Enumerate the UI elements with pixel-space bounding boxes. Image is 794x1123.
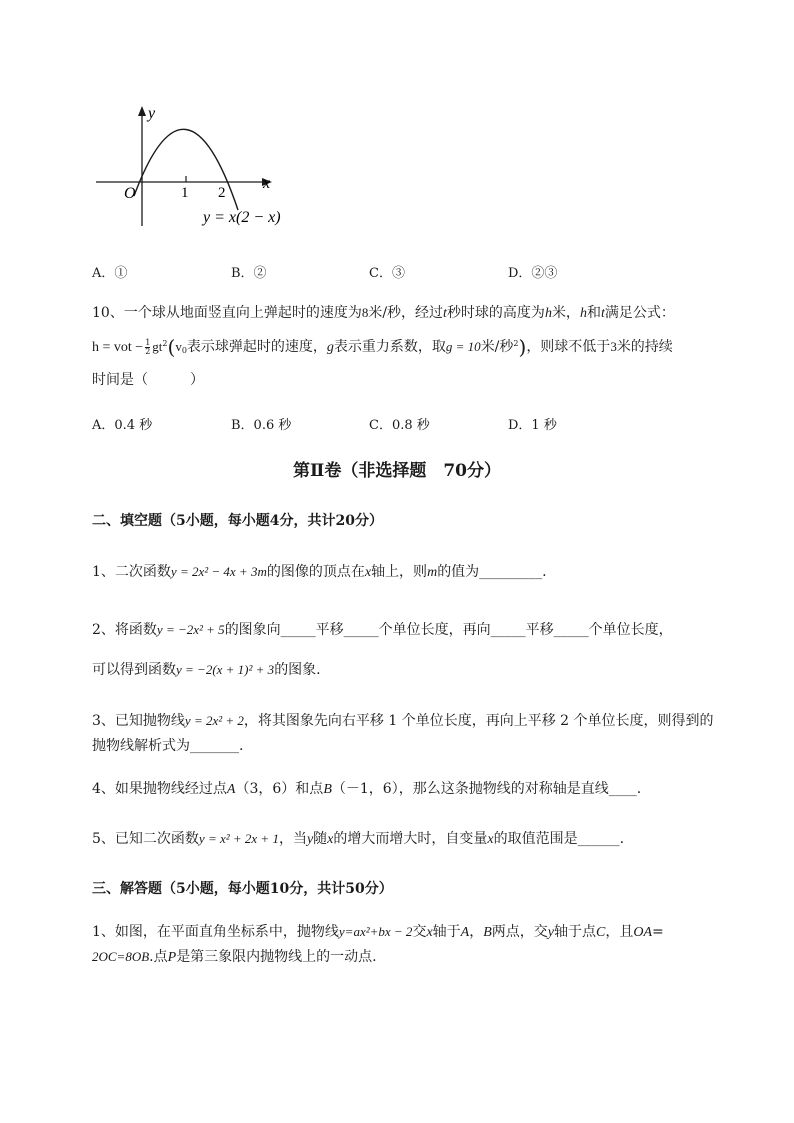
q9-option-b: B．② [231, 266, 267, 281]
fill-q5: 5、已知二次函数y = x² + 2x + 1，当y随x的增大而增大时，自变量x的取值范围是______. [92, 831, 625, 847]
fill-q2-line-2: 可以得到函数y = −2(x + 1)² + 3的图象. [92, 662, 321, 678]
x-axis-label: x [263, 175, 271, 192]
fill-q4: 4、如果抛物线经过点A（3，6）和点B（－1，6），那么这条抛物线的对称轴是直线____. [92, 781, 642, 797]
q10-option-a: A．0.4 秒 [92, 418, 153, 433]
q9-option-c: C．③ [369, 266, 405, 281]
answer-q1-line-2: 2OC=8OB.点P是第三象限内抛物线上的一动点. [92, 949, 377, 965]
q10-option-b: B．0.6 秒 [231, 418, 292, 433]
section-2-title: 第Ⅱ卷（非选择题 70分） [293, 461, 501, 481]
tick-1-label: 1 [181, 185, 189, 201]
q10-option-c: C．0.8 秒 [369, 418, 430, 433]
answer-section-header: 三、解答题（5小题，每小题10分，共计50分） [92, 881, 393, 897]
curve-equation: y = x(2 − x) [203, 209, 281, 226]
parabola-graph [90, 98, 300, 233]
fill-q1: 1、二次函数y = 2x² − 4x + 3m的图像的顶点在x轴上，则m的值为_________. [92, 564, 547, 580]
q9-option-d: D．②③ [508, 266, 558, 281]
y-axis-label: y [148, 105, 156, 122]
q10-option-d: D．1 秒 [508, 418, 557, 433]
q10-line-1: 10、一个球从地面竖直向上弹起时的速度为8米/秒，经过t秒时球的高度为h米，h和t满足公式： [92, 305, 675, 321]
fill-q3-line-2: 抛物线解析式为_______. [92, 738, 244, 754]
q9-option-a: A．① [92, 266, 128, 281]
fill-q2-line-1: 2、将函数y = −2x² + 5的图象向_____平移_____个单位长度，再向_____平移_____个单位长度， [92, 622, 673, 638]
y-axis-arrow [138, 106, 146, 116]
origin-label: O [124, 185, 136, 202]
answer-q1-line-1: 1、如图，在平面直角坐标系中，抛物线y=ax²+bx − 2交x轴于A，B两点，交y轴于点C，且OA= [92, 924, 664, 940]
fill-section-header: 二、填空题（5小题，每小题4分，共计20分） [92, 513, 383, 529]
tick-2-label: 2 [218, 185, 226, 201]
q10-line-3: 时间是（ ） [92, 372, 204, 388]
q10-line-2: h = vot − $\frac{1}{2}$ $gt^2(v_0$表示球弹起时的速度，g表示重力系数，取g = 10米/秒$^2$)，则球不低于3米的持续 [92, 335, 673, 359]
fill-q3-line-1: 3、已知抛物线y = 2x² + 2，将其图象先向右平移 1 个单位长度，再向上平移 2 个单位长度，则得到的 [92, 713, 714, 729]
